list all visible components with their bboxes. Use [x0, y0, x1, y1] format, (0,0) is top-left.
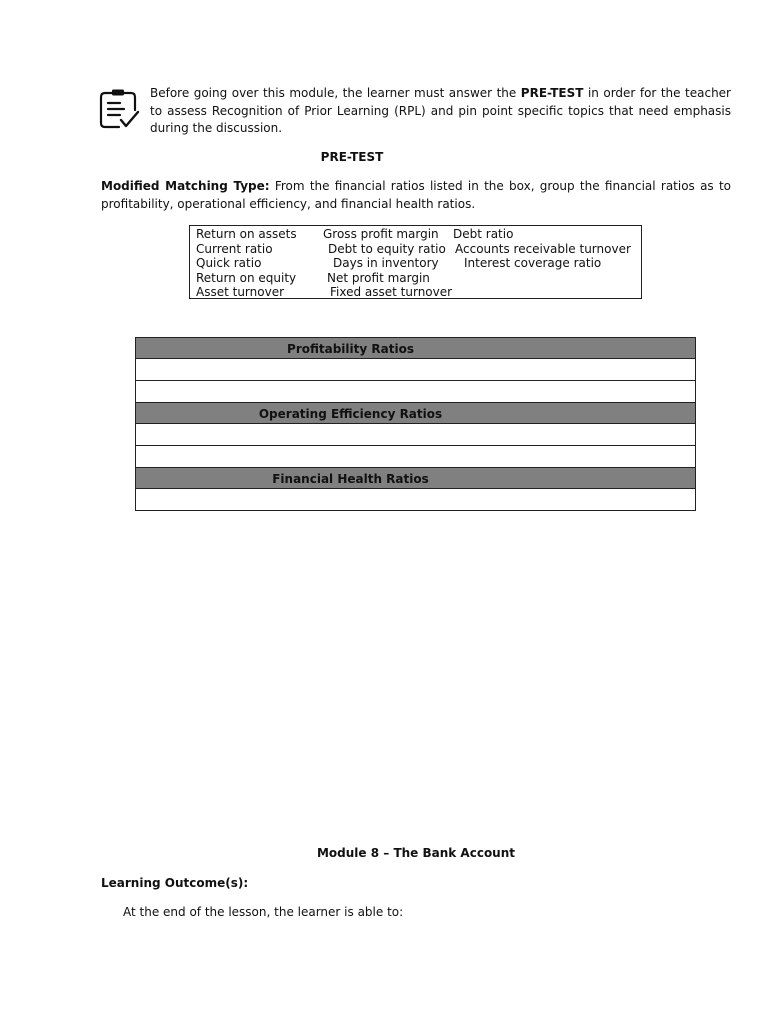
ratio-item: Net profit margin [327, 270, 430, 285]
intro-text-start: Before going over this module, the learner must answer the [150, 86, 521, 100]
answer-cell[interactable] [136, 424, 696, 446]
learning-outcomes-text: At the end of the lesson, the learner is able to: [123, 905, 404, 919]
profitability-ratios-header [136, 338, 696, 359]
intro-section [97, 85, 731, 138]
ratio-item: Gross profit margin [323, 227, 439, 241]
ratio-list-box [189, 225, 642, 299]
ratio-item: Return on assets [196, 227, 297, 241]
ratio-item: Fixed asset turnover [330, 285, 453, 299]
answer-cell[interactable] [136, 446, 696, 468]
answer-cell[interactable] [136, 489, 696, 511]
ratio-item: Days in inventory [333, 256, 439, 270]
module-title: Module 8 – The Bank Account [316, 846, 516, 860]
profitability-ratios-label: Profitability Ratios [287, 342, 414, 356]
intro-pretest-emphasis: PRE-TEST [520, 86, 584, 100]
intro-paragraph [150, 85, 731, 138]
instructions-text: From the financial ratios listed in the box, group the financial ratios as to profitability, operational efficiency, and financial health ratios. [101, 179, 731, 211]
ratio-item: Quick ratio [196, 256, 262, 270]
operating-efficiency-ratios-label: Operating Efficiency Ratios [258, 407, 443, 421]
financial-health-ratios-label: Financial Health Ratios [272, 472, 429, 486]
operating-efficiency-ratios-header [136, 403, 696, 424]
learning-outcomes-heading: Learning Outcome(s): [101, 876, 249, 890]
ratio-item: Current ratio [196, 241, 273, 256]
instructions-label: Modified Matching Type: [101, 179, 270, 193]
ratio-item: Asset turnover [196, 285, 285, 299]
answer-cell[interactable] [136, 359, 696, 381]
pretest-heading: PRE-TEST [320, 150, 384, 164]
instructions-paragraph [101, 178, 731, 213]
answer-cell[interactable] [136, 381, 696, 403]
ratio-item: Accounts receivable turnover [455, 241, 631, 256]
intro-text-end: in order for the teacher to assess Recognition of Prior Learning (RPL) and pin point specific topics that need emphasis during the discussion. [150, 86, 731, 135]
ratio-item: Return on equity [196, 270, 297, 285]
ratio-item: Interest coverage ratio [464, 256, 602, 270]
ratio-item: Debt to equity ratio [328, 241, 446, 256]
clipboard-check-icon [97, 87, 141, 131]
ratio-item: Debt ratio [453, 227, 514, 241]
answer-table [135, 337, 696, 511]
financial-health-ratios-header [136, 468, 696, 489]
